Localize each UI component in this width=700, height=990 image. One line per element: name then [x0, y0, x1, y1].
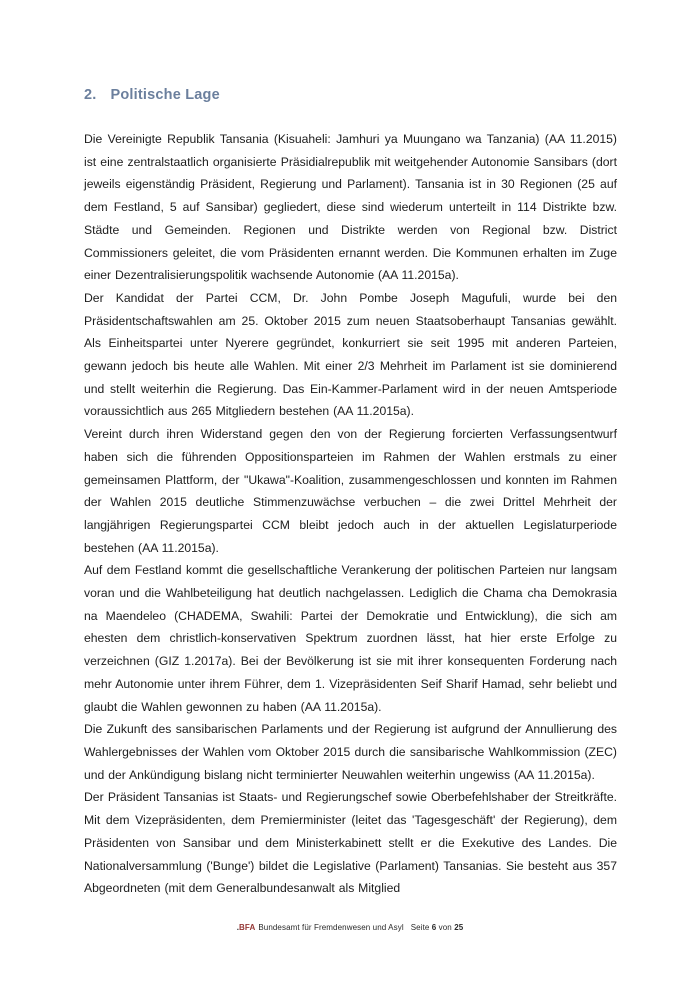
- footer-page-word: Seite: [410, 923, 430, 932]
- document-body: [84, 128, 617, 900]
- section-number: 2.: [84, 87, 97, 103]
- paragraph-praesident-exekutive: Der Präsident Tansanias ist Staats- und Regierungschef sowie Oberbefehlshaber der Streitkräfte. Mit dem Vizepräsidenten, dem Premierminister (leitet das 'Tagesgeschäft' der Regierung), dem Präsidenten von Sansibar und dem Ministerkabinett stellt er die Exekutive des Landes. Die Nationalversammlung ('Bunge') bildet die Legislative (Parlament) Tansanias. Sie besteht aus 357 Abgeordneten (mit dem Generalbundesanwalt als Mitglied: [84, 790, 617, 896]
- footer-org-name: Bundesamt für Fremdenwesen und Asyl: [258, 923, 404, 932]
- paragraph-sansibar-zukunft: Die Zukunft des sansibarischen Parlaments und der Regierung ist aufgrund der Annullierung des Wahlergebnisses der Wahlen vom Oktober 2015 durch die sansibarische Wahlkommission (ZEC) und der Ankündigung bislang nicht terminierter Neuwahlen weiterhin ungewiss (AA 11.2015a).: [84, 722, 617, 782]
- paragraph-ukawa-coalition: Vereint durch ihren Widerstand gegen den von der Regierung forcierten Verfassungsentwurf haben sich die führenden Oppositionsparteien im Rahmen der Wahlen erstmals zu einer gemeinsamen Plattform, der "Ukawa"-Koalition, zusammengeschlossen und konnten im Rahmen der Wahlen 2015 deutliche Stimmenzuwächse verbuchen – die zwei Drittel Mehrheit der langjährigen Regierungspartei CCM bleibt jedoch auch in der aktuellen Legislaturperiode bestehen (AA 11.2015a).: [84, 427, 617, 555]
- section-title: Politische Lage: [110, 87, 220, 103]
- section-heading: [84, 87, 220, 104]
- footer-of-word: von: [438, 923, 452, 932]
- footer-page-number: 6: [431, 923, 437, 932]
- footer-logo-bfa: BFA: [239, 923, 256, 932]
- footer-logo-dot: .: [236, 923, 240, 932]
- paragraph-ccm-magufuli: Der Kandidat der Partei CCM, Dr. John Pombe Joseph Magufuli, wurde bei den Präsidentschaftswahlen am 25. Oktober 2015 zum neuen Staatsoberhaupt Tansanias gewählt. Als Einheitspartei unter Nyerere gegründet, konkurriert sie seit 1995 mit anderen Parteien, gewann jedoch bis heute alle Wahlen. Mit einer 2/3 Mehrheit im Parlament ist sie dominierend und stellt weiterhin die Regierung. Das Ein-Kammer-Parlament wird in der neuen Amtsperiode voraussichtlich aus 265 Mitgliedern bestehen (AA 11.2015a).: [84, 290, 617, 419]
- footer-page-total: 25: [454, 923, 464, 932]
- paragraph-country-overview: Die Vereinigte Republik Tansania (Kisuaheli: Jamhuri ya Muungano wa Tanzania) (AA 11.2015) ist eine zentralstaatlich organisierte Präsidialrepublik mit weitgehender Autonomie Sansibars (dort jeweils eigenständig Präsident, Regierung und Parlament). Tansania ist in 30 Regionen (25 auf dem Festland, 5 auf Sansibar) gegliedert, diese sind wiederum unterteilt in 114 Distrikte bzw. Städte und Gemeinden. Regionen und Distrikte werden von Regional bzw. District Commissioners geleitet, die vom Präsidenten ernannt werden. Die Kommunen erhalten im Zuge einer Dezentralisierungspolitik wachsende Autonomie (AA 11.2015a).: [84, 132, 617, 283]
- page-footer: [0, 922, 700, 934]
- paragraph-chadema-festland: Auf dem Festland kommt die gesellschaftliche Verankerung der politischen Parteien nur langsam voran und die Wahlbeteiligung hat deutlich nachgelassen. Lediglich die Chama cha Demokrasia na Maendeleo (CHADEMA, Swahili: Partei der Demokratie und Entwicklung), die sich am ehesten dem christlich-konservativen Spektrum zuordnen lässt, hat hier erste Erfolge zu verzeichnen (GIZ 1.2017a). Bei der Bevölkerung ist sie mit ihrer konsequenten Forderung nach mehr Autonomie unter ihrem Führer, dem 1. Vizepräsidenten Seif Sharif Hamad, sehr beliebt und glaubt die Wahlen gewonnen zu haben (AA 11.2015a).: [84, 563, 617, 714]
